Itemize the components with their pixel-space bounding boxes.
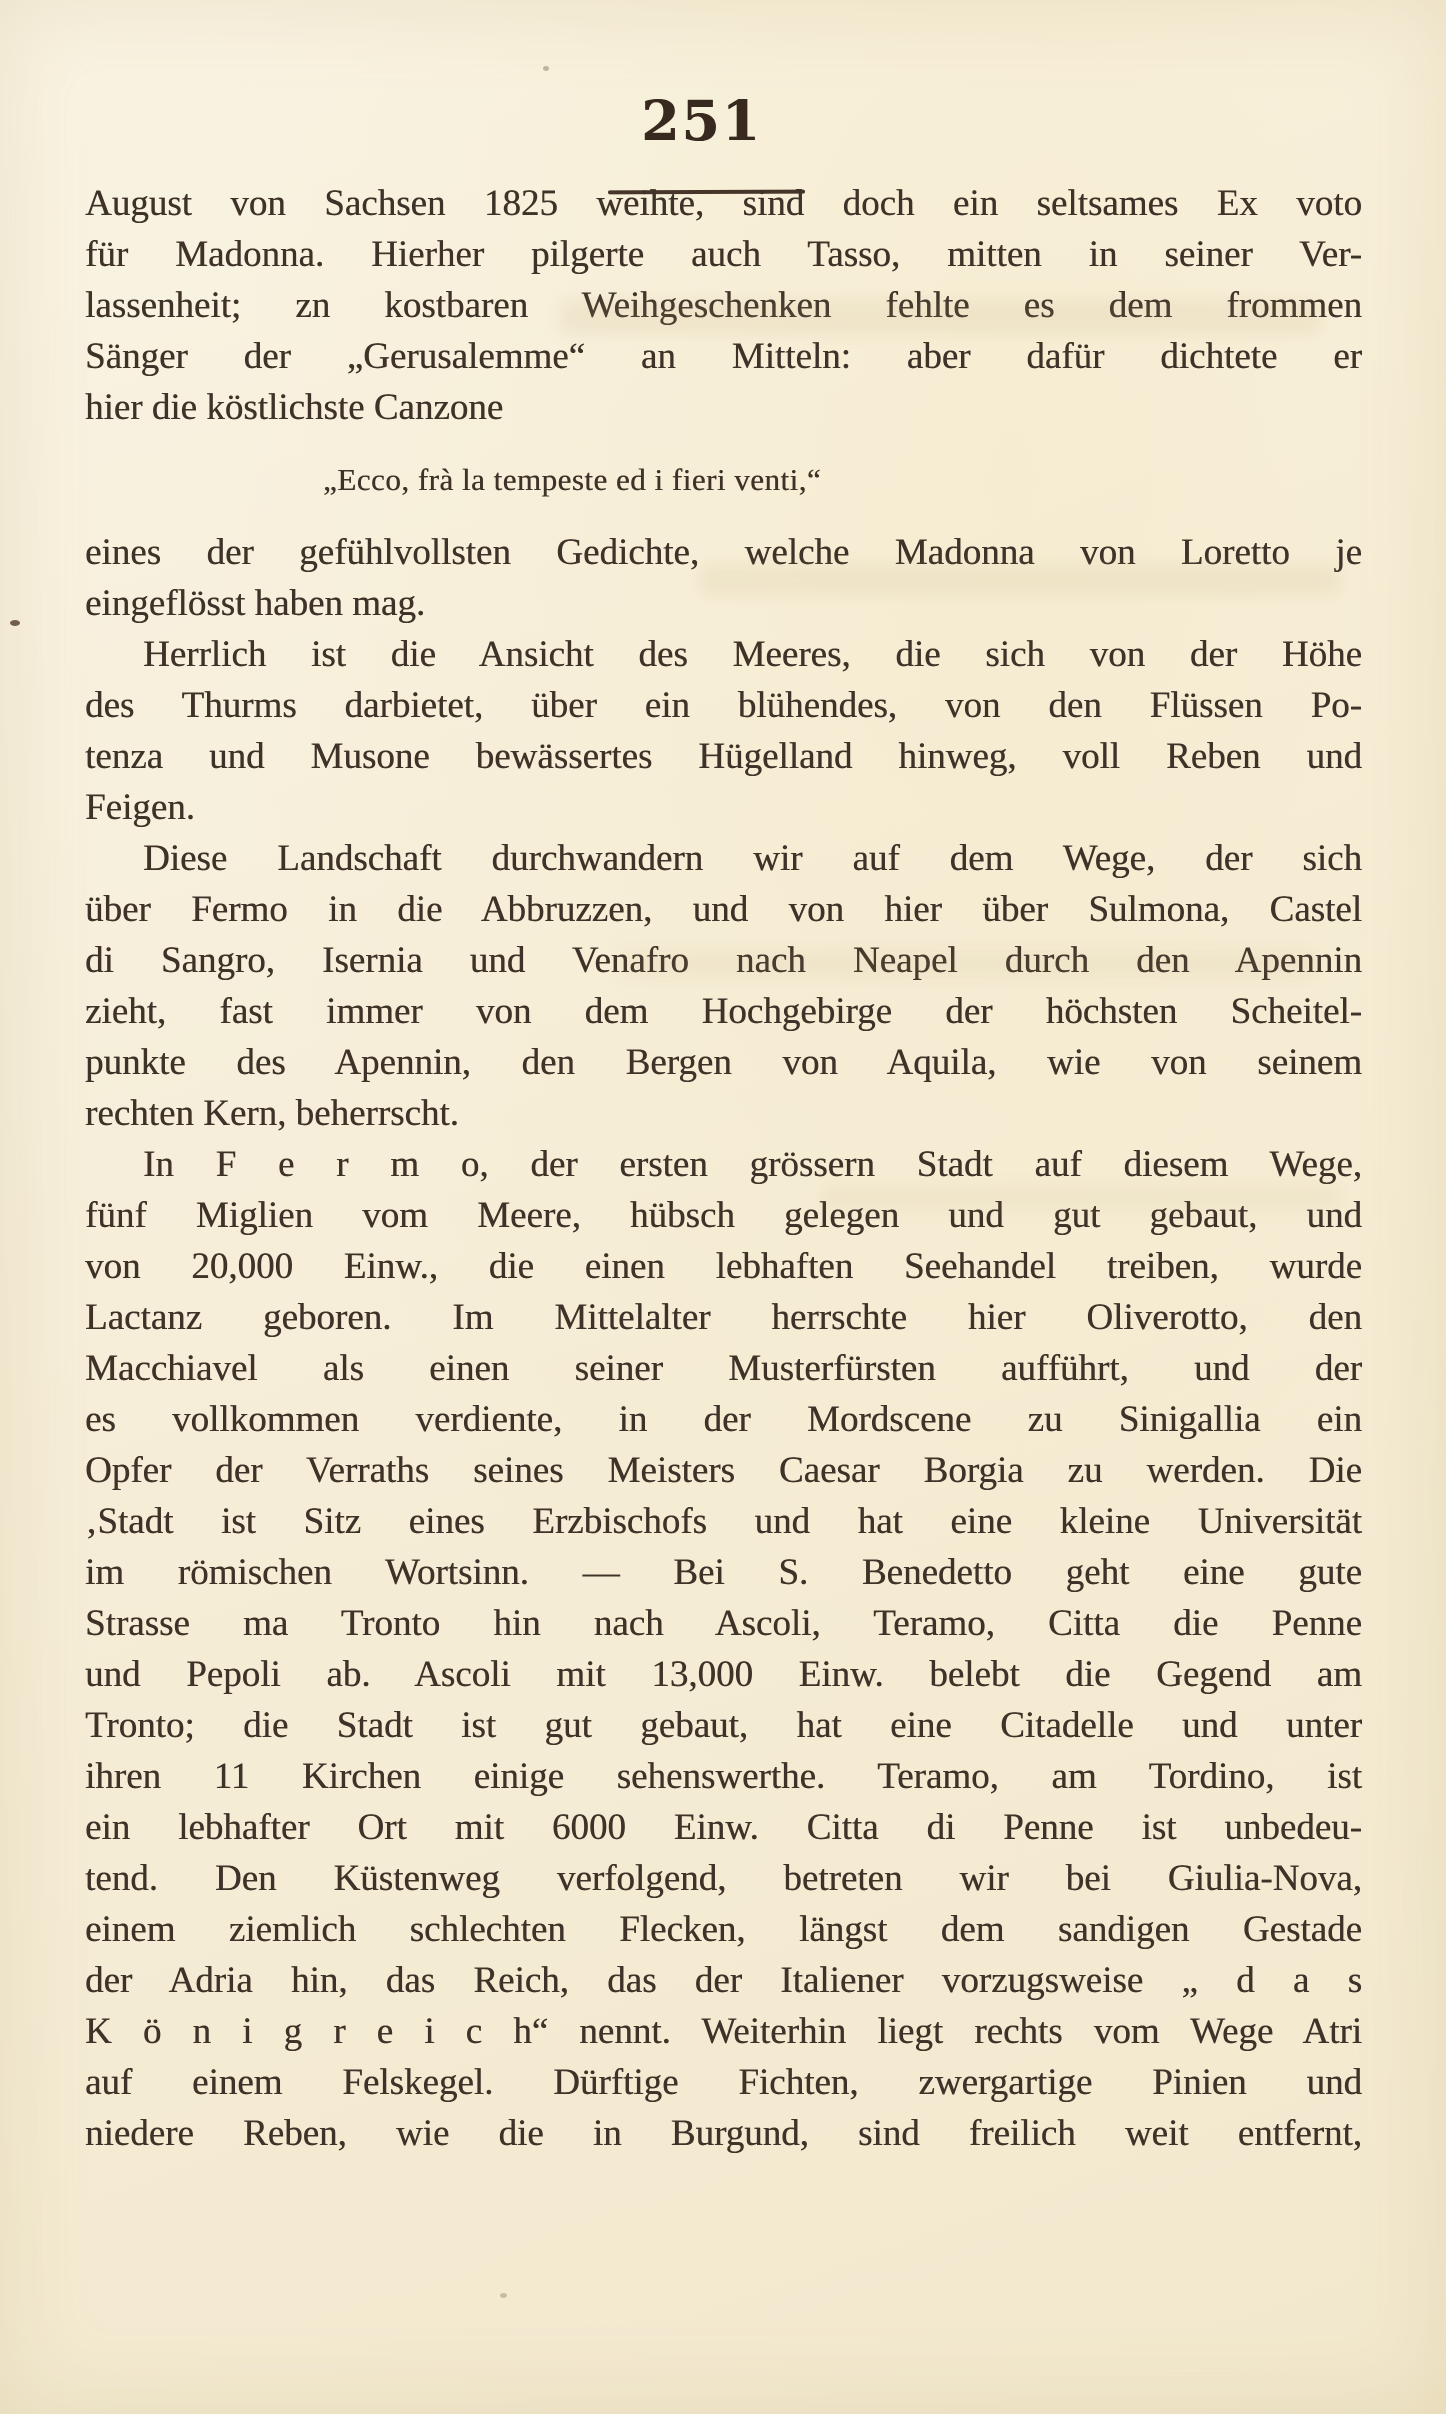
text-line: Macchiavel als einen seiner Musterfürsten aufführt, und der [85, 1348, 1362, 1389]
text-line: fünf Miglien vom Meere, hübsch gelegen und gut gebaut, und [85, 1195, 1362, 1236]
text-line: Opfer der Verraths seines Meisters Caesar Borgia zu werden. Die [85, 1450, 1362, 1491]
text-line: zieht, fast immer von dem Hochgebirge der höchsten Scheitel- [85, 991, 1362, 1032]
text-line: eines der gefühlvollsten Gedichte, welche Madonna von Loretto je [85, 532, 1362, 573]
text-line: Lactanz geboren. Im Mittelalter herrschte hier Oliverotto, den [85, 1297, 1362, 1338]
ink-speck [500, 2293, 507, 2298]
text-line: des Thurms darbietet, über ein blühendes, von den Flüssen Po- [85, 685, 1362, 726]
text-line: August von Sachsen 1825 weihte, sind doch ein seltsames Ex voto [85, 183, 1362, 224]
text-line: im römischen Wortsinn. — Bei S. Benedetto geht eine gute [85, 1552, 1362, 1593]
page-body [85, 178, 1362, 2159]
text-line: Herrlich ist die Ansicht des Meeres, die sich von der Höhe [143, 634, 1362, 675]
ink-speck [543, 66, 549, 71]
text-line: es vollkommen verdiente, in der Mordscene zu Sinigallia ein [85, 1399, 1362, 1440]
text-line: Strasse ma Tronto hin nach Ascoli, Teramo, Citta die Penne [85, 1603, 1362, 1644]
text-line: Diese Landschaft durchwandern wir auf dem Wege, der sich [143, 838, 1362, 879]
text-line: von 20,000 Einw., die einen lebhaften Seehandel treiben, wurde [85, 1246, 1362, 1287]
text-line: Feigen. [85, 787, 195, 828]
text-line: punkte des Apennin, den Bergen von Aquila, wie von seinem [85, 1042, 1362, 1083]
text-line: ihren 11 Kirchen einige sehenswerthe. Teramo, am Tordino, ist [85, 1756, 1362, 1797]
text-line: eingeflösst haben mag. [85, 583, 426, 624]
text-line: hier die köstlichste Canzone [85, 387, 504, 428]
canzone-quote-line: „Ecco, frà la tempeste ed i fieri venti,“ [323, 462, 822, 497]
text-line: der Adria hin, das Reich, das der Italiener vorzugsweise „ d a s [85, 1960, 1362, 2001]
ink-speck [10, 620, 20, 626]
text-line: tend. Den Küstenweg verfolgend, betreten wir bei Giulia-Nova, [85, 1858, 1362, 1899]
text-line: und Pepoli ab. Ascoli mit 13,000 Einw. belebt die Gegend am [85, 1654, 1362, 1695]
text-line: Tronto; die Stadt ist gut gebaut, hat eine Citadelle und unter [85, 1705, 1362, 1746]
text-line: ‚Stadt ist Sitz eines Erzbischofs und hat eine kleine Universität [85, 1501, 1362, 1542]
text-line: auf einem Felskegel. Dürftige Fichten, zwergartige Pinien und [85, 2062, 1362, 2103]
text-line: lassenheit; zn kostbaren Weihgeschenken fehlte es dem frommen [85, 285, 1362, 326]
text-line: über Fermo in die Abbruzzen, und von hier über Sulmona, Castel [85, 889, 1362, 930]
page-number: 251 [641, 88, 762, 153]
text-line: niedere Reben, wie die in Burgund, sind freilich weit entfernt, [85, 2113, 1362, 2154]
text-line: K ö n i g r e i c h“ nennt. Weiterhin liegt rechts vom Wege Atri [85, 2011, 1362, 2052]
text-line: Sänger der „Gerusalemme“ an Mitteln: aber dafür dichtete er [85, 336, 1362, 377]
text-line: ein lebhafter Ort mit 6000 Einw. Citta di Penne ist unbedeu- [85, 1807, 1362, 1848]
page-header [63, 88, 1340, 153]
text-line: di Sangro, Isernia und Venafro nach Neapel durch den Apennin [85, 940, 1362, 981]
text-line: tenza und Musone bewässertes Hügelland hinweg, voll Reben und [85, 736, 1362, 777]
text-line: In F e r m o, der ersten grössern Stadt auf diesem Wege, [143, 1144, 1362, 1185]
text-line: rechten Kern, beherrscht. [85, 1093, 459, 1134]
text-line: für Madonna. Hierher pilgerte auch Tasso, mitten in seiner Ver- [85, 234, 1362, 275]
text-line: einem ziemlich schlechten Flecken, längst dem sandigen Gestade [85, 1909, 1362, 1950]
